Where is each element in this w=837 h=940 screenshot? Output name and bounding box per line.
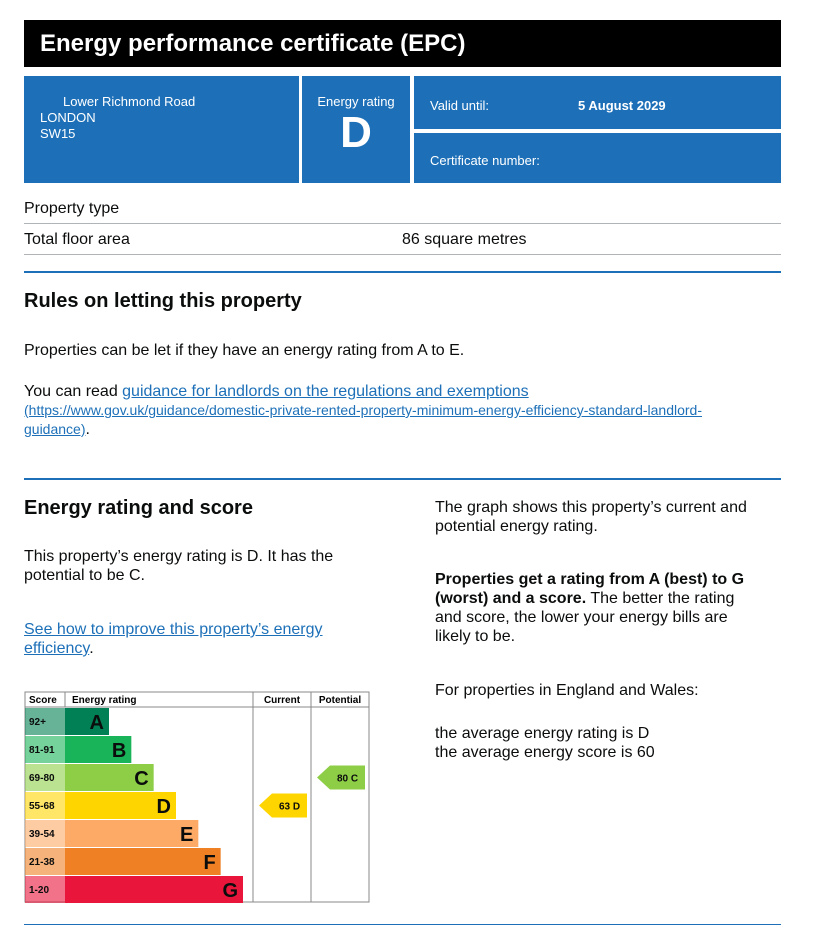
rating-letter-d: D	[156, 796, 171, 818]
letting-heading: Rules on letting this property	[24, 290, 302, 312]
floor-area-label: Total floor area	[24, 231, 130, 248]
section-divider	[24, 478, 781, 480]
valid-until-label: Valid until:	[430, 98, 490, 113]
improve-period: .	[89, 640, 94, 657]
section-divider	[24, 924, 781, 925]
letting-guidance-paragraph	[24, 382, 781, 439]
improve-efficiency-link-end[interactable]: efficiency	[24, 640, 90, 657]
floor-area-row	[24, 224, 781, 255]
rating-column-header: Energy rating	[72, 695, 137, 706]
summary-panel	[24, 76, 781, 183]
energy-rating-graph	[24, 691, 370, 903]
rating-explanation	[435, 570, 744, 646]
score-range-f: 21-38	[29, 857, 55, 868]
potential-column-header: Potential	[318, 695, 362, 706]
guidance-url-link[interactable]: (https://www.gov.uk/guidance/domestic-private-rented-property-minimum-energy-efficiency-standard-landlord-	[24, 402, 702, 418]
rating-bar-g	[65, 876, 243, 903]
certificate-number-box	[414, 133, 781, 183]
guidance-prefix: You can read	[24, 383, 123, 400]
guidance-url-link-end[interactable]: guidance)	[24, 421, 86, 437]
graph-explanation	[435, 498, 747, 536]
guidance-period: .	[85, 421, 90, 438]
valid-until-value: 5 August 2029	[578, 98, 666, 113]
improve-paragraph	[24, 620, 323, 658]
floor-area-value: 86 square metres	[402, 231, 527, 248]
rating-letter-e: E	[179, 824, 194, 846]
score-column-header: Score	[29, 695, 57, 706]
rating-letter-g: G	[222, 880, 238, 902]
rating-text-2: and score, the lower your energy bills are	[435, 609, 728, 626]
address-line-1: Lower Richmond Road	[63, 94, 196, 109]
energy-rating-letter: D	[340, 108, 372, 157]
landlord-guidance-link[interactable]: guidance for landlords on the regulations and exemptions	[122, 383, 529, 400]
score-text-1: This property’s energy rating is D. It has the	[24, 548, 334, 565]
potential-rating-label: 80 C	[336, 773, 359, 785]
energy-rating-label: Energy rating	[317, 94, 395, 109]
rating-letter-b: B	[111, 740, 127, 762]
current-column-header: Current	[263, 695, 301, 706]
rating-text-1: The better the rating	[586, 590, 735, 607]
energy-rating-box	[302, 76, 410, 183]
property-details	[24, 193, 781, 255]
score-range-b: 81-91	[29, 745, 55, 756]
address-line-2: LONDON	[40, 110, 96, 125]
section-divider	[24, 271, 781, 273]
score-range-c: 69-80	[29, 773, 55, 784]
rating-letter-c: C	[134, 768, 149, 790]
rating-bar-f	[65, 848, 221, 875]
score-range-e: 39-54	[29, 829, 55, 840]
rating-bar-e	[65, 820, 198, 847]
score-range-d: 55-68	[29, 801, 55, 812]
score-range-a: 92+	[29, 717, 46, 728]
graph-text-2: potential energy rating.	[435, 518, 598, 535]
address-line-3: SW15	[40, 126, 76, 141]
certificate-number-label: Certificate number:	[430, 153, 540, 168]
score-paragraph	[24, 547, 333, 585]
valid-until-box	[414, 76, 781, 129]
address-box	[24, 76, 299, 183]
score-range-g: 1-20	[29, 885, 50, 896]
average-score: the average energy score is 60	[435, 744, 655, 761]
letting-paragraph: Properties can be let if they have an energy rating from A to E.	[24, 342, 465, 359]
rating-letter-a: A	[89, 712, 104, 734]
average-rating: the average energy rating is D	[435, 725, 650, 742]
rating-bold-1: Properties get a rating from A (best) to G	[435, 571, 745, 588]
rating-text-3: likely to be.	[435, 628, 516, 645]
graph-text-1: The graph shows this property’s current and	[435, 499, 747, 516]
property-type-row	[24, 193, 781, 224]
current-rating-label: 63 D	[278, 801, 301, 813]
property-type-label: Property type	[24, 200, 120, 217]
page-title: Energy performance certificate (EPC)	[24, 20, 781, 67]
score-heading: Energy rating and score	[24, 497, 253, 519]
rating-bold-2: (worst) and a score.	[435, 590, 587, 607]
score-text-2: potential to be C.	[24, 567, 145, 584]
energy-rating-chart	[24, 691, 370, 908]
england-wales-label: For properties in England and Wales:	[435, 682, 699, 699]
average-rating-block	[435, 724, 655, 762]
rating-letter-f: F	[203, 852, 216, 874]
improve-efficiency-link[interactable]: See how to improve this property’s energy	[24, 621, 323, 638]
